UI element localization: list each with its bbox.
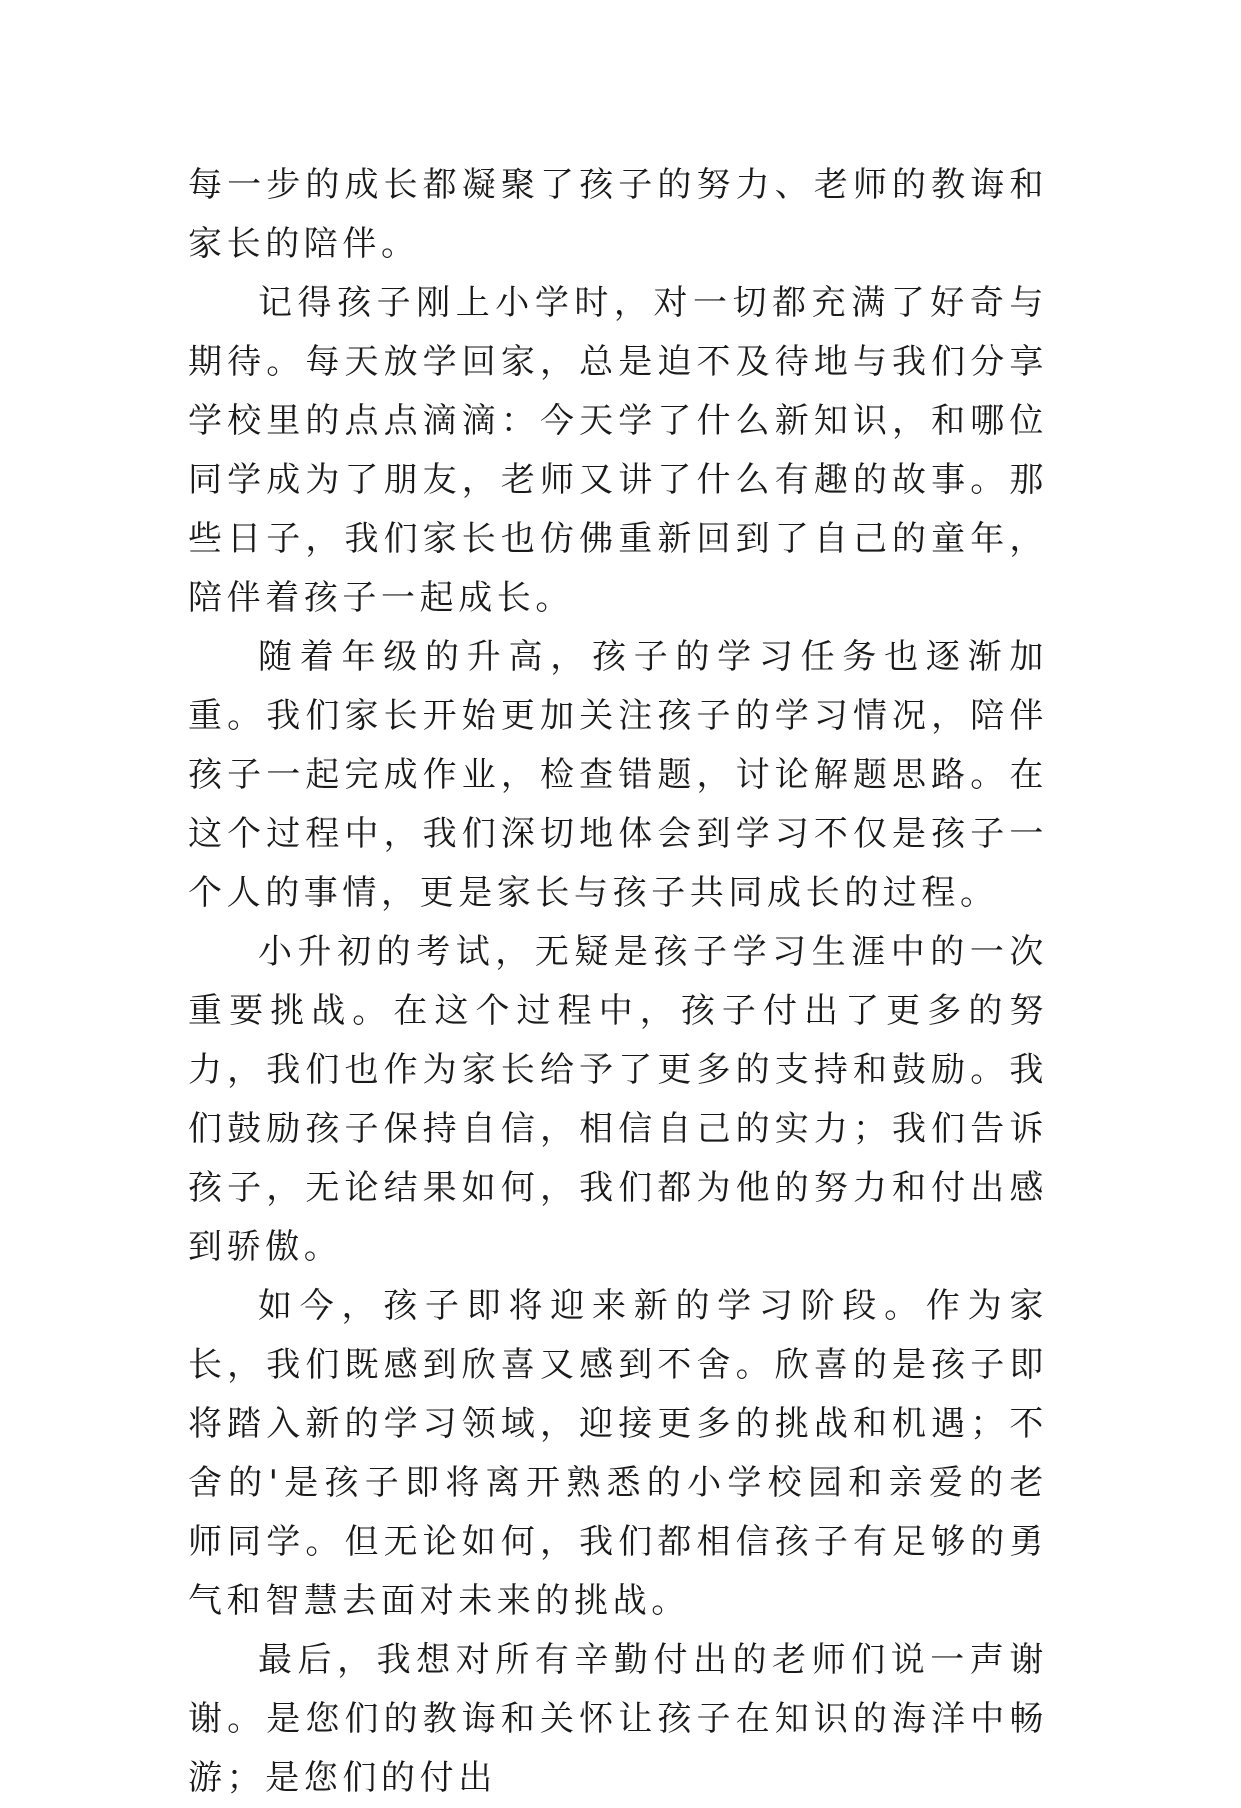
- paragraph-study-growth: 随着年级的升高，孩子的学习任务也逐渐加重。我们家长开始更加关注孩子的学习情况，陪伴孩子一起完成作业，检查错题，讨论解题思路。在这个过程中，我们深切地体会到学习不仅是孩子一个人的事情，更是家长与孩子共同成长的过程。: [188, 637, 1048, 913]
- paragraph-exam-challenge: 小升初的考试，无疑是孩子学习生涯中的一次重要挑战。在这个过程中，孩子付出了更多的努力，我们也作为家长给予了更多的支持和鼓励。我们鼓励孩子保持自信，相信自己的实力；我们告诉孩子，无论结果如何，我们都为他的努力和付出感到骄傲。: [188, 932, 1048, 1267]
- paragraph-new-stage: 如今，孩子即将迎来新的学习阶段。作为家长，我们既感到欣喜又感到不舍。欣喜的是孩子即将踏入新的学习领域，迎接更多的挑战和机遇；不舍的'是孩子即将离开熟悉的小学校园和亲爱的老师同学。但无论如何，我们都相信孩子有足够的勇气和智慧去面对未来的挑战。: [188, 1286, 1048, 1621]
- paragraph-school-start: 记得孩子刚上小学时，对一切都充满了好奇与期待。每天放学回家，总是迫不及待地与我们分享学校里的点点滴滴：今天学了什么新知识，和哪位同学成为了朋友，老师又讲了什么有趣的故事。那些日子，我们家长也仿佛重新回到了自己的童年，陪伴着孩子一起成长。: [188, 283, 1048, 618]
- paragraph-continued: 每一步的成长都凝聚了孩子的努力、老师的教诲和家长的陪伴。: [188, 165, 1048, 264]
- paragraph-thanks: 最后，我想对所有辛勤付出的老师们说一声谢谢。是您们的教诲和关怀让孩子在知识的海洋中畅游；是您们的付出: [188, 1640, 1048, 1798]
- document-page: [188, 156, 1048, 1808]
